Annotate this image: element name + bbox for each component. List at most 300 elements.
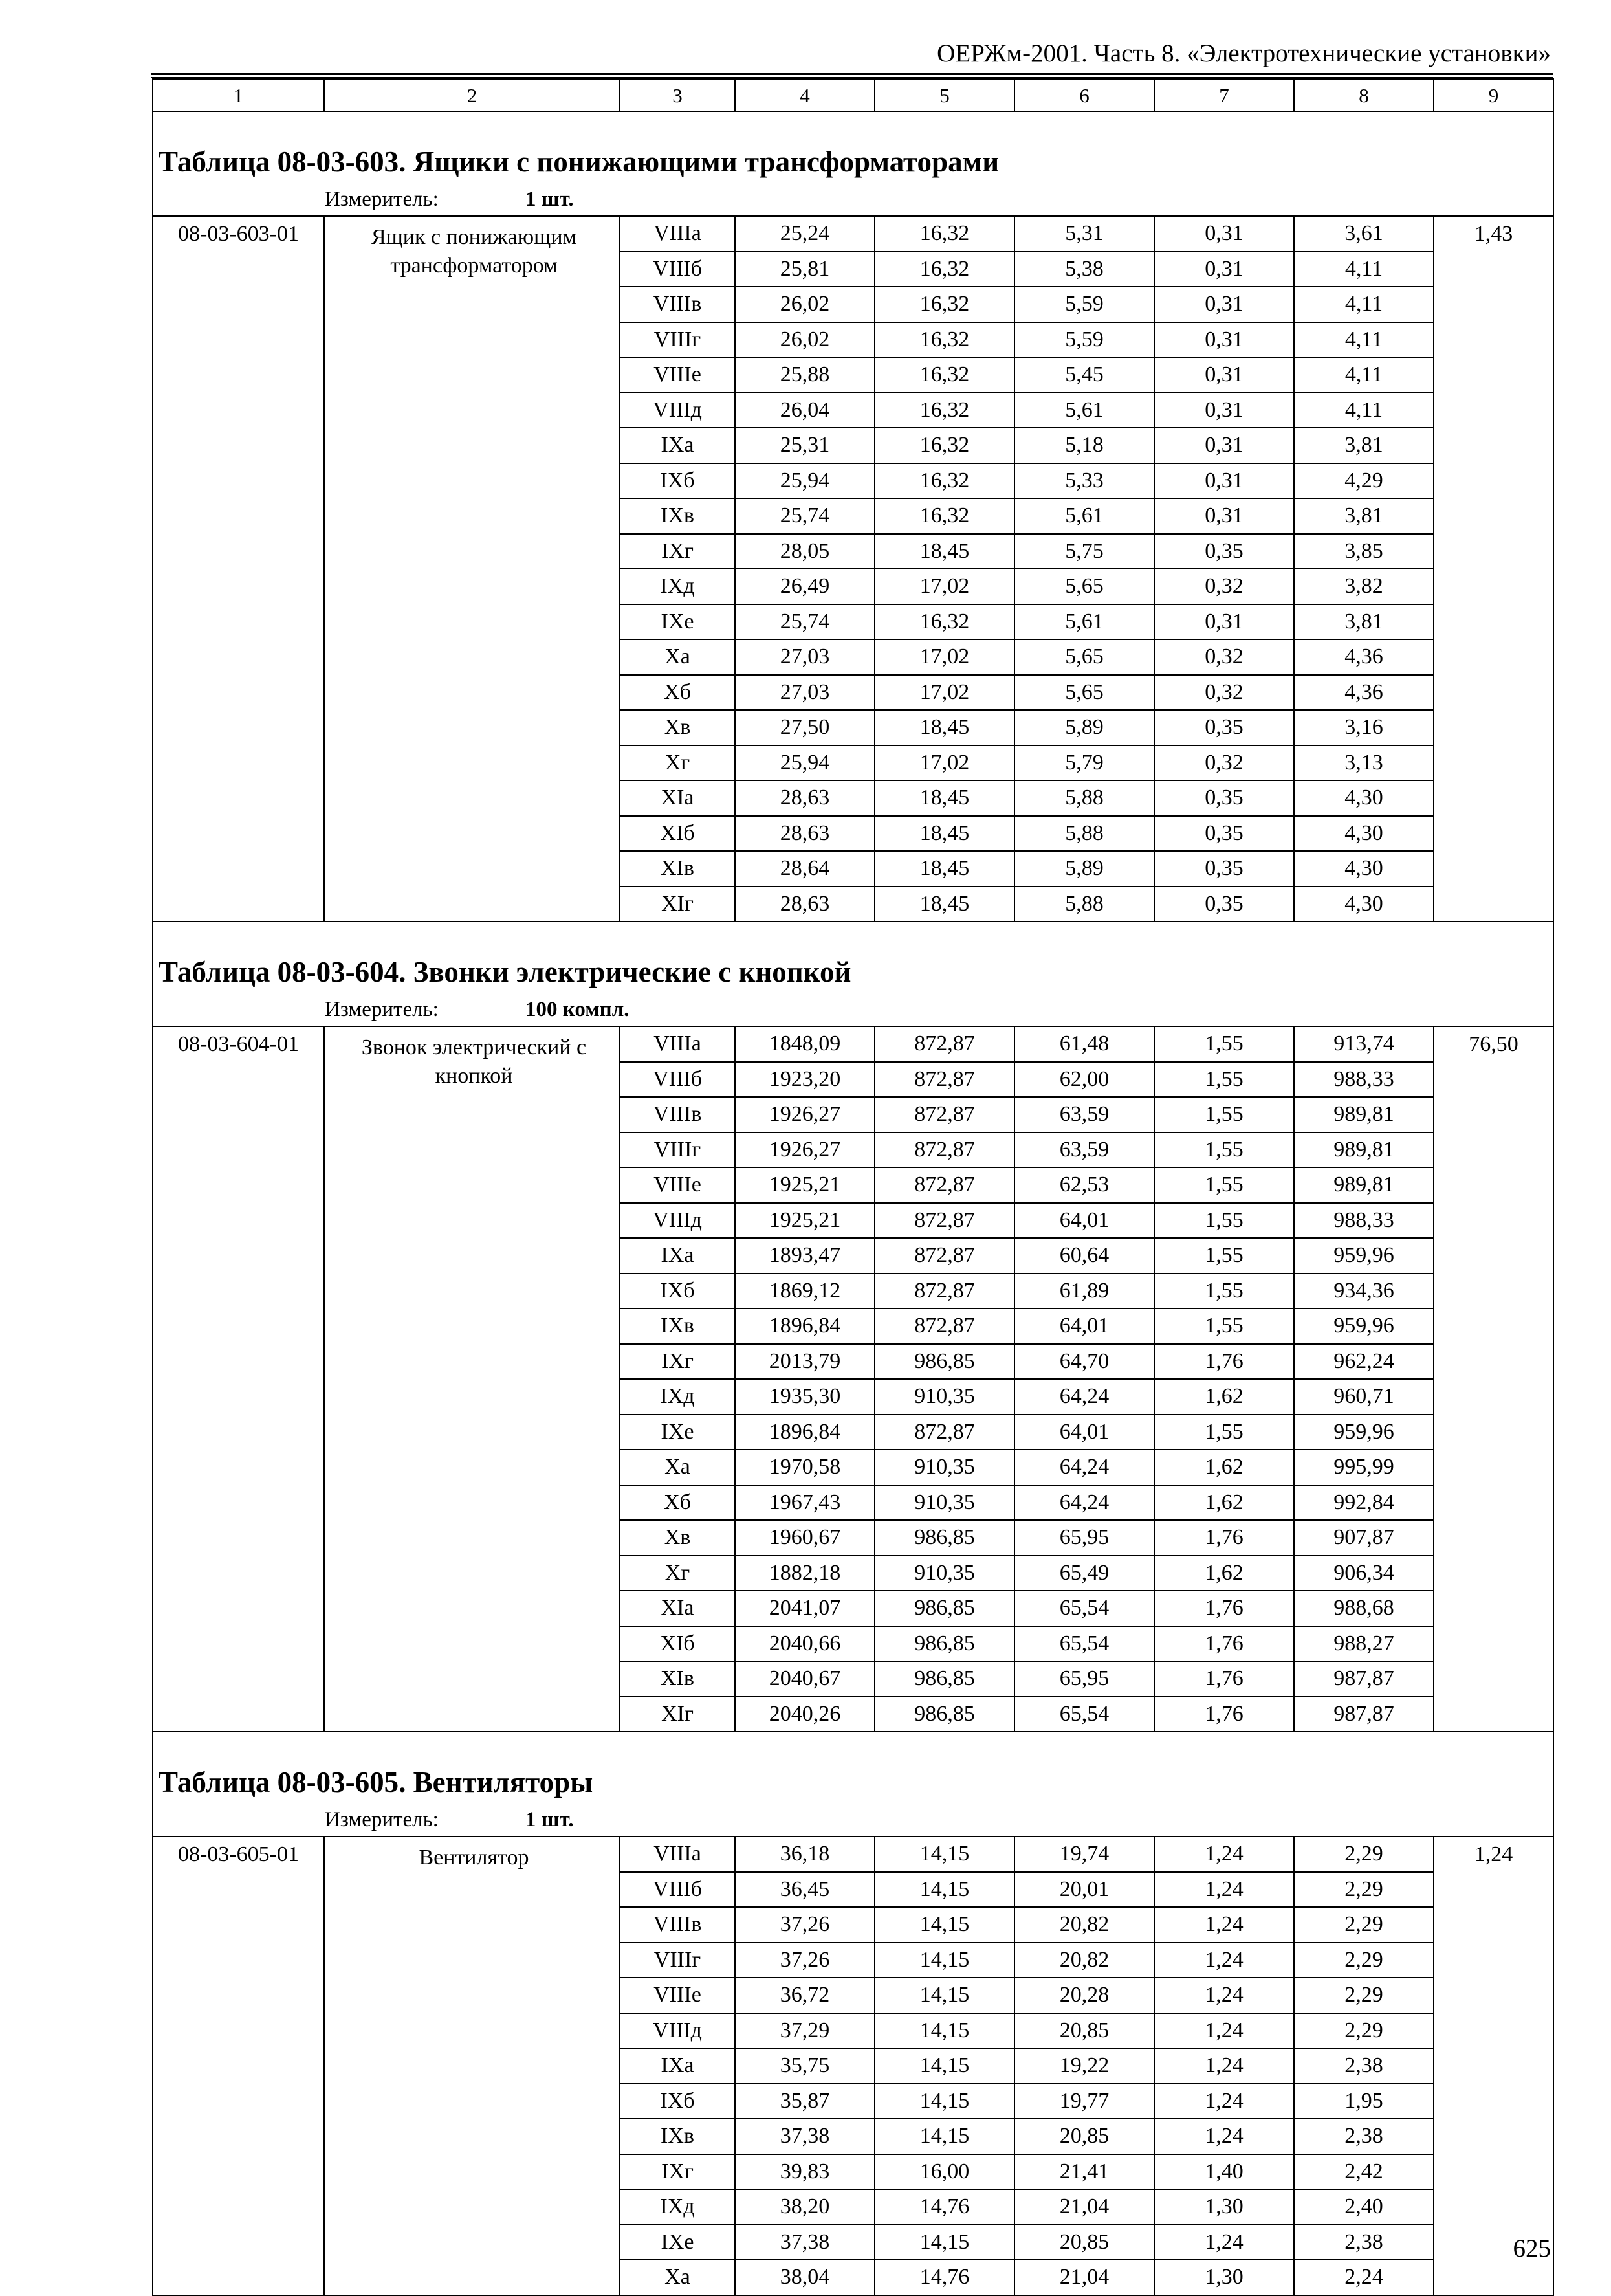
table-cell: 1,76	[1154, 1520, 1294, 1556]
table-cell: 3,16	[1294, 710, 1434, 745]
table-cell: 1,62	[1154, 1379, 1294, 1415]
table-cell: IХв	[620, 1308, 735, 1344]
unit-label: Измеритель:	[325, 1807, 439, 1831]
table-cell: 20,85	[1014, 2119, 1154, 2154]
table-cell: 0,31	[1154, 428, 1294, 463]
table-cell: 16,32	[875, 287, 1014, 322]
table-cell: 25,31	[735, 428, 875, 463]
table-cell: VIIIв	[620, 1907, 735, 1943]
table-cell: 18,45	[875, 534, 1014, 569]
table-cell: IХд	[620, 569, 735, 604]
table-cell: 988,33	[1294, 1203, 1434, 1239]
table-cell: 962,24	[1294, 1344, 1434, 1380]
table-cell: 25,81	[735, 252, 875, 287]
table-cell: 63,59	[1014, 1132, 1154, 1168]
table-cell: 21,41	[1014, 2154, 1154, 2190]
table-cell: 989,81	[1294, 1097, 1434, 1132]
table-cell: ХIа	[620, 1591, 735, 1626]
table-cell: Хв	[620, 1520, 735, 1556]
table-cell: 28,64	[735, 851, 875, 887]
table-cell: 1,24	[1154, 1943, 1294, 1978]
table-cell: 4,11	[1294, 393, 1434, 428]
table-cell: 37,29	[735, 2013, 875, 2049]
table-cell: 986,85	[875, 1344, 1014, 1380]
table-cell: 0,31	[1154, 216, 1294, 252]
table-cell: 1,55	[1154, 1415, 1294, 1450]
table-cell: 910,35	[875, 1450, 1014, 1485]
table-cell: 5,65	[1014, 675, 1154, 711]
table-cell: IХе	[620, 1415, 735, 1450]
table-cell: 5,65	[1014, 639, 1154, 675]
table-cell: 25,88	[735, 357, 875, 393]
table-cell: 1896,84	[735, 1415, 875, 1450]
table-title-row	[153, 1732, 1553, 1804]
table-cell: 3,81	[1294, 498, 1434, 534]
table-cell: 1,24	[1154, 2048, 1294, 2084]
table-cell: 0,31	[1154, 498, 1294, 534]
table-cell: Хг	[620, 1556, 735, 1591]
table-cell: 0,32	[1154, 745, 1294, 781]
table-cell: 986,85	[875, 1697, 1014, 1732]
table-cell: 1,55	[1154, 1203, 1294, 1239]
table-cell: 20,85	[1014, 2225, 1154, 2260]
table-cell: 14,15	[875, 2048, 1014, 2084]
table-cell: 25,74	[735, 604, 875, 640]
table-cell: Хв	[620, 710, 735, 745]
table-cell: 987,87	[1294, 1661, 1434, 1697]
table-cell: 1,55	[1154, 1274, 1294, 1309]
column-number: 3	[620, 79, 735, 111]
table-cell: 906,34	[1294, 1556, 1434, 1591]
table-cell: 5,89	[1014, 851, 1154, 887]
table-cell: 64,70	[1014, 1344, 1154, 1380]
rate-name: Ящик с понижающим трансформатором	[324, 216, 620, 922]
table-cell: 0,31	[1154, 393, 1294, 428]
table-cell: 16,32	[875, 428, 1014, 463]
table-cell: 1,24	[1154, 1872, 1294, 1908]
table-cell: VIIIд	[620, 2013, 735, 2049]
table-cell: 987,87	[1294, 1697, 1434, 1732]
table-cell: 5,75	[1014, 534, 1154, 569]
table-cell: 14,15	[875, 1907, 1014, 1943]
table-cell: 986,85	[875, 1591, 1014, 1626]
table-cell: 16,32	[875, 604, 1014, 640]
table-cell: IХб	[620, 463, 735, 499]
column-number: 6	[1014, 79, 1154, 111]
column-number: 4	[735, 79, 875, 111]
table-cell: 26,02	[735, 322, 875, 358]
table-cell: IХб	[620, 1274, 735, 1309]
table-cell: 0,31	[1154, 357, 1294, 393]
page-number: 625	[1513, 2235, 1551, 2262]
table-cell: 872,87	[875, 1238, 1014, 1274]
unit-value: 1 шт.	[525, 1807, 574, 1831]
table-cell: 14,15	[875, 2084, 1014, 2119]
table-cell: 2040,26	[735, 1697, 875, 1732]
table-row	[153, 1837, 1553, 1872]
table-cell: VIIIа	[620, 1026, 735, 1062]
rate-name: Вентилятор	[324, 1837, 620, 2295]
table-cell: VIIIе	[620, 357, 735, 393]
table-cell: 0,31	[1154, 322, 1294, 358]
table-cell: 5,33	[1014, 463, 1154, 499]
table-cell: ХIб	[620, 1626, 735, 1662]
table-cell: 26,04	[735, 393, 875, 428]
table-cell: 20,28	[1014, 1978, 1154, 2013]
table-cell: 872,87	[875, 1203, 1014, 1239]
unit-row	[153, 1804, 1553, 1837]
table-cell: 65,54	[1014, 1626, 1154, 1662]
table-cell: ХIг	[620, 887, 735, 922]
table-cell: 28,63	[735, 780, 875, 816]
table-cell: 4,30	[1294, 887, 1434, 922]
table-cell: IХа	[620, 2048, 735, 2084]
table-cell: 19,22	[1014, 2048, 1154, 2084]
table-cell: 3,82	[1294, 569, 1434, 604]
table-cell: 0,35	[1154, 710, 1294, 745]
table-cell: 1,76	[1154, 1591, 1294, 1626]
table-cell: 3,81	[1294, 604, 1434, 640]
table-cell: 3,61	[1294, 216, 1434, 252]
table-cell: 16,32	[875, 216, 1014, 252]
column-number: 2	[324, 79, 620, 111]
table-cell: IХг	[620, 1344, 735, 1380]
table-cell: 18,45	[875, 780, 1014, 816]
table-cell: 1,76	[1154, 1626, 1294, 1662]
table-cell: 20,82	[1014, 1943, 1154, 1978]
table-cell: Ха	[620, 2260, 735, 2295]
table-cell: VIIIг	[620, 1132, 735, 1168]
table-cell: 0,32	[1154, 639, 1294, 675]
table-cell: Ха	[620, 639, 735, 675]
table-cell: 61,48	[1014, 1026, 1154, 1062]
table-cell: ХIг	[620, 1697, 735, 1732]
table-cell: VIIIг	[620, 1943, 735, 1978]
table-cell: 1,24	[1154, 2119, 1294, 2154]
table-cell: 4,11	[1294, 322, 1434, 358]
table-cell: 60,64	[1014, 1238, 1154, 1274]
table-cell: 39,83	[735, 2154, 875, 2190]
table-cell: 1,24	[1154, 2013, 1294, 2049]
column-number: 8	[1294, 79, 1434, 111]
table-cell: 2,29	[1294, 1943, 1434, 1978]
table-title-row	[153, 111, 1553, 183]
table-cell: 37,26	[735, 1907, 875, 1943]
table-cell: 4,36	[1294, 639, 1434, 675]
table-title: Таблица 08-03-603. Ящики с понижающими трансформаторами	[153, 111, 1553, 183]
table-cell: 3,81	[1294, 428, 1434, 463]
table-cell: 36,72	[735, 1978, 875, 2013]
table-cell: 37,38	[735, 2119, 875, 2154]
table-cell: 959,96	[1294, 1415, 1434, 1450]
table-cell: 14,76	[875, 2260, 1014, 2295]
table-cell: 4,30	[1294, 816, 1434, 852]
table-cell: 1967,43	[735, 1485, 875, 1521]
table-cell: 5,89	[1014, 710, 1154, 745]
table-cell: 872,87	[875, 1274, 1014, 1309]
table-cell: 0,35	[1154, 851, 1294, 887]
table-cell: 1,24	[1154, 2225, 1294, 2260]
table-cell: 36,45	[735, 1872, 875, 1908]
table-cell: IХб	[620, 2084, 735, 2119]
table-cell: VIIIб	[620, 1872, 735, 1908]
table-cell: 16,32	[875, 322, 1014, 358]
table-cell: 872,87	[875, 1026, 1014, 1062]
table-cell: 1,76	[1154, 1661, 1294, 1697]
table-cell: 63,59	[1014, 1097, 1154, 1132]
table-cell: 872,87	[875, 1308, 1014, 1344]
table-cell: VIIIв	[620, 287, 735, 322]
table-cell: Хб	[620, 675, 735, 711]
table-cell: 17,02	[875, 675, 1014, 711]
table-cell: 1882,18	[735, 1556, 875, 1591]
table-cell: 1,95	[1294, 2084, 1434, 2119]
table-title-row	[153, 922, 1553, 993]
table-cell: ХIв	[620, 1661, 735, 1697]
table-cell: 25,94	[735, 745, 875, 781]
unit-row	[153, 183, 1553, 216]
table-cell: 2,42	[1294, 2154, 1434, 2190]
table-cell: 5,88	[1014, 816, 1154, 852]
table-cell: VIIIг	[620, 322, 735, 358]
table-cell: 910,35	[875, 1556, 1014, 1591]
table-cell: Ха	[620, 1450, 735, 1485]
table-cell: 2,24	[1294, 2260, 1434, 2295]
table-cell: 4,30	[1294, 851, 1434, 887]
table-cell: 1893,47	[735, 1238, 875, 1274]
table-cell: VIIIд	[620, 393, 735, 428]
table-cell: 1,55	[1154, 1238, 1294, 1274]
table-cell: 913,74	[1294, 1026, 1434, 1062]
table-cell: 1,76	[1154, 1344, 1294, 1380]
table-cell: VIIIд	[620, 1203, 735, 1239]
table-cell: 986,85	[875, 1520, 1014, 1556]
table-cell: 1925,21	[735, 1167, 875, 1203]
table-cell: 0,35	[1154, 816, 1294, 852]
table-cell: IХе	[620, 2225, 735, 2260]
table-cell: 3,85	[1294, 534, 1434, 569]
table-cell: 1926,27	[735, 1132, 875, 1168]
table-cell: 4,11	[1294, 357, 1434, 393]
unit-value: 1 шт.	[525, 187, 574, 211]
table-cell: 0,32	[1154, 675, 1294, 711]
table-cell: ХIв	[620, 851, 735, 887]
table-cell: 64,24	[1014, 1485, 1154, 1521]
table-cell: 27,03	[735, 639, 875, 675]
column-number: 9	[1434, 79, 1553, 111]
table-cell: 1896,84	[735, 1308, 875, 1344]
table-cell: 5,61	[1014, 604, 1154, 640]
unit-label: Измеритель:	[325, 187, 439, 211]
table-cell: 25,74	[735, 498, 875, 534]
table-cell: 986,85	[875, 1661, 1014, 1697]
table-cell: IХв	[620, 2119, 735, 2154]
table-cell: 872,87	[875, 1415, 1014, 1450]
table-cell: 5,61	[1014, 498, 1154, 534]
rate-coefficient: 1,43	[1434, 216, 1553, 922]
table-cell: Хб	[620, 1485, 735, 1521]
table-cell: 28,05	[735, 534, 875, 569]
table-title: Таблица 08-03-605. Вентиляторы	[153, 1732, 1553, 1804]
table-cell: 1970,58	[735, 1450, 875, 1485]
header-rule	[151, 73, 1553, 75]
table-cell: 989,81	[1294, 1167, 1434, 1203]
table-cell: 2,29	[1294, 1872, 1434, 1908]
table-cell: 16,32	[875, 357, 1014, 393]
running-head: ОЕРЖм-2001. Часть 8. «Электротехнические установки»	[937, 39, 1551, 67]
table-cell: IХд	[620, 1379, 735, 1415]
table-cell: 36,18	[735, 1837, 875, 1872]
price-table	[152, 78, 1554, 2296]
table-cell: 14,15	[875, 2013, 1014, 2049]
table-cell: 1935,30	[735, 1379, 875, 1415]
table-cell: 2,38	[1294, 2119, 1434, 2154]
table-cell: 17,02	[875, 745, 1014, 781]
table-cell: 0,35	[1154, 887, 1294, 922]
table-cell: 986,85	[875, 1626, 1014, 1662]
table-cell: VIIIе	[620, 1978, 735, 2013]
table-cell: 1960,67	[735, 1520, 875, 1556]
table-cell: 5,59	[1014, 287, 1154, 322]
price-table-body	[153, 79, 1553, 2295]
table-cell: 65,54	[1014, 1591, 1154, 1626]
table-cell: 1,55	[1154, 1167, 1294, 1203]
unit-cell	[153, 1804, 1553, 1837]
table-cell: 16,32	[875, 252, 1014, 287]
table-cell: ХIа	[620, 780, 735, 816]
table-cell: 1,30	[1154, 2260, 1294, 2295]
table-cell: 16,00	[875, 2154, 1014, 2190]
table-cell: 5,31	[1014, 216, 1154, 252]
table-cell: 1,24	[1154, 1837, 1294, 1872]
table-cell: 2,38	[1294, 2048, 1434, 2084]
table-cell: 5,18	[1014, 428, 1154, 463]
table-cell: 1,24	[1154, 1907, 1294, 1943]
table-cell: VIIIв	[620, 1097, 735, 1132]
table-cell: IХв	[620, 498, 735, 534]
table-cell: 992,84	[1294, 1485, 1434, 1521]
table-cell: 37,38	[735, 2225, 875, 2260]
table-cell: 62,53	[1014, 1167, 1154, 1203]
table-cell: 910,35	[875, 1485, 1014, 1521]
table-cell: 18,45	[875, 851, 1014, 887]
table-cell: 0,35	[1154, 780, 1294, 816]
table-cell: 65,49	[1014, 1556, 1154, 1591]
table-cell: 2,29	[1294, 1907, 1434, 1943]
table-cell: 35,75	[735, 2048, 875, 2084]
table-cell: 907,87	[1294, 1520, 1434, 1556]
table-title: Таблица 08-03-604. Звонки электрические с кнопкой	[153, 922, 1553, 993]
table-cell: 64,01	[1014, 1415, 1154, 1450]
table-cell: 16,32	[875, 393, 1014, 428]
table-cell: IХе	[620, 604, 735, 640]
table-cell: VIIIб	[620, 252, 735, 287]
table-cell: 1,62	[1154, 1450, 1294, 1485]
table-cell: IХг	[620, 2154, 735, 2190]
table-cell: 1,62	[1154, 1556, 1294, 1591]
table-cell: 1,55	[1154, 1062, 1294, 1098]
table-cell: 16,32	[875, 498, 1014, 534]
table-cell: 1,55	[1154, 1132, 1294, 1168]
unit-label: Измеритель:	[325, 997, 439, 1021]
table-cell: 16,32	[875, 463, 1014, 499]
rate-code: 08-03-603-01	[153, 216, 324, 922]
table-cell: ХIб	[620, 816, 735, 852]
table-cell: 2,29	[1294, 1837, 1434, 1872]
table-cell: 0,31	[1154, 604, 1294, 640]
table-cell: 872,87	[875, 1062, 1014, 1098]
table-cell: 4,36	[1294, 675, 1434, 711]
table-cell: 5,45	[1014, 357, 1154, 393]
table-cell: 1925,21	[735, 1203, 875, 1239]
table-cell: 2,40	[1294, 2189, 1434, 2225]
table-cell: 959,96	[1294, 1308, 1434, 1344]
table-cell: 65,54	[1014, 1697, 1154, 1732]
table-cell: 37,26	[735, 1943, 875, 1978]
table-cell: 1,55	[1154, 1308, 1294, 1344]
table-cell: 1,55	[1154, 1097, 1294, 1132]
table-cell: 18,45	[875, 816, 1014, 852]
table-cell: 0,32	[1154, 569, 1294, 604]
table-cell: 64,01	[1014, 1203, 1154, 1239]
table-cell: 14,15	[875, 1872, 1014, 1908]
table-cell: 14,15	[875, 1978, 1014, 2013]
table-cell: 25,94	[735, 463, 875, 499]
rate-coefficient: 76,50	[1434, 1026, 1553, 1732]
table-cell: 2,29	[1294, 2013, 1434, 2049]
table-cell: 18,45	[875, 710, 1014, 745]
table-cell: 19,77	[1014, 2084, 1154, 2119]
table-cell: IХд	[620, 2189, 735, 2225]
table-cell: 26,02	[735, 287, 875, 322]
table-cell: 14,15	[875, 2225, 1014, 2260]
table-row	[153, 1026, 1553, 1062]
table-cell: 65,95	[1014, 1520, 1154, 1556]
table-cell: 1,30	[1154, 2189, 1294, 2225]
table-cell: 17,02	[875, 639, 1014, 675]
rate-name: Звонок электрический с кнопкой	[324, 1026, 620, 1732]
table-cell: VIIIб	[620, 1062, 735, 1098]
table-cell: 960,71	[1294, 1379, 1434, 1415]
table-cell: 1923,20	[735, 1062, 875, 1098]
table-cell: 62,00	[1014, 1062, 1154, 1098]
table-cell: 0,31	[1154, 287, 1294, 322]
table-cell: 64,01	[1014, 1308, 1154, 1344]
table-cell: 35,87	[735, 2084, 875, 2119]
table-cell: 872,87	[875, 1167, 1014, 1203]
table-cell: 18,45	[875, 887, 1014, 922]
table-cell: 38,04	[735, 2260, 875, 2295]
table-cell: 61,89	[1014, 1274, 1154, 1309]
table-cell: VIIIе	[620, 1167, 735, 1203]
table-cell: VIIIа	[620, 216, 735, 252]
table-cell: IХа	[620, 1238, 735, 1274]
table-cell: 2013,79	[735, 1344, 875, 1380]
table-cell: 1,24	[1154, 1978, 1294, 2013]
table-cell: 4,29	[1294, 463, 1434, 499]
column-number-row	[153, 79, 1553, 111]
header-rule-thin	[151, 77, 1553, 78]
table-cell: 4,11	[1294, 252, 1434, 287]
table-cell: 988,33	[1294, 1062, 1434, 1098]
column-number: 5	[875, 79, 1014, 111]
table-cell: 64,24	[1014, 1450, 1154, 1485]
table-cell: VIIIа	[620, 1837, 735, 1872]
table-cell: 0,31	[1154, 463, 1294, 499]
table-cell: 20,85	[1014, 2013, 1154, 2049]
table-cell: 14,76	[875, 2189, 1014, 2225]
table-cell: 2,29	[1294, 1978, 1434, 2013]
